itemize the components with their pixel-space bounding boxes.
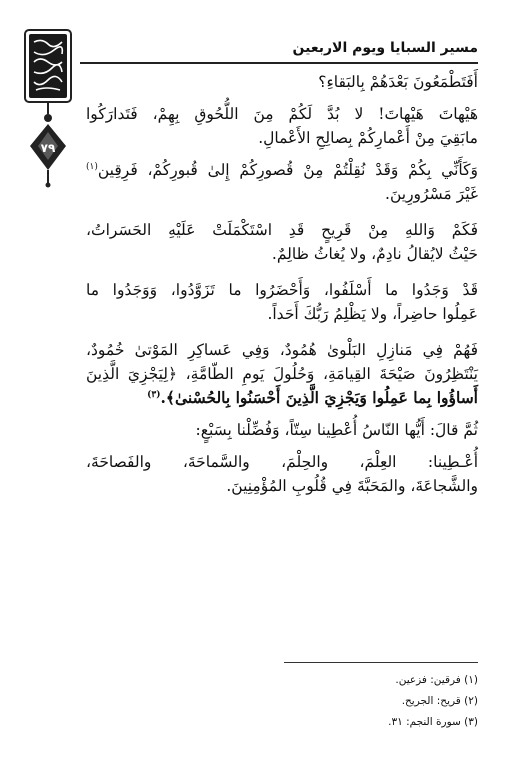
text-line: أُعْـطِينا: العِلْمَ، والحِلْمَ، والسَّماحَةَ، والفَصاحَةَ، <box>86 453 478 471</box>
running-header: مسير السبايا ويوم الاربعين <box>292 40 478 56</box>
paragraph <box>86 70 478 94</box>
paragraph <box>86 450 478 498</box>
text-line: فَكَمْ وَاللهِ مِنْ قَرِيحٍ قَدِ اسْتَكْمَلَتْ عَلَيْهِ الحَسَراتُ، <box>86 221 478 239</box>
footnote: (١) فرقين: فزعين. <box>395 674 478 686</box>
page-number: ٧٩ <box>40 141 56 155</box>
text-line: مابَقِيَ مِنْ أَعْمارِكُمْ بِصالِحِ الأَعْمالِ. <box>258 129 478 147</box>
footnotes <box>200 670 478 733</box>
paragraph <box>86 218 478 266</box>
text-line: أَساؤُوا بِما عَمِلُوا وَيَجْزِيَ الَّذِينَ أَحْسَنُوا بِالحُسْنىٰ﴾.$^{(٣)}$ <box>147 388 478 407</box>
header-rule <box>80 62 478 64</box>
text-line: غَيْرَ مَسْرُورِينَ. <box>385 185 478 203</box>
footnote-mark: (١) <box>86 161 98 172</box>
paragraph <box>86 102 478 150</box>
text-line: هَيْهاتَ هَيْهاتَ! لا بُدَّ لَكُمْ مِنَ اللُّحُوقِ بِهِمْ، فَتَدارَكُوا <box>86 105 478 123</box>
text-line: ثُمَّ قالَ: أَيُّها النّاسُ أُعْطِينا سِتّاً، وَفُضِّلْنا بِسَبْعٍ: <box>195 421 478 439</box>
paragraph <box>86 158 478 206</box>
footnote-rule <box>284 662 478 663</box>
footnote-mark: (٣) <box>147 389 161 400</box>
calligraphy-ornament-icon <box>22 28 74 188</box>
text-line: قَدْ وَجَدُوا ما أَسْلَفُوا، وَأَحْضَرُوا ما تَزَوَّدُوا، وَوَجَدُوا ما <box>86 281 478 299</box>
text-line: يَنْتَظِرُونَ صَيْحَةَ القِيامَةِ، وَحُلُولَ يَومِ الطّامَّةِ، ﴿لِيَجْزِيَ الَّذِينَ <box>86 365 478 383</box>
text-line: فَهُمْ فِي مَنازِلِ البَلْوىٰ هُمُودٌ، وَفِي عَساكِرِ المَوْتىٰ خُمُودٌ، <box>86 341 478 359</box>
footnote: (٢) قريح: الجريح. <box>401 695 478 707</box>
text-line: والشَّجاعَةَ، والمَحَبَّةَ فِي قُلُوبِ المُؤْمِنِينَ. <box>226 477 478 495</box>
body-text <box>86 70 478 498</box>
footnote: (٣) سورة النجم: ٣١. <box>388 716 478 728</box>
text-line: حَيْثُ لايُقالُ نادِمٌ، ولا يُغاثُ ظالِمٌ. <box>271 245 478 263</box>
paragraph <box>86 338 478 410</box>
paragraph <box>86 278 478 326</box>
text-line: أَفَتَطْمَعُونَ بَعْدَهُمْ بِالبَقاءِ؟ <box>318 73 478 91</box>
text-line: وَكَأَنِّي بِكُمْ وَقَدْ نُقِلْتُمْ مِنْ قُصورِكُمْ إِلىٰ قُبورِكُمْ، فَرِقِين$^{(١)}$ <box>86 161 478 179</box>
paragraph <box>86 418 478 442</box>
text-line: عَمِلُوا حاضِراً، ولا يَظْلِمُ رَبُّكَ أَحَداً. <box>267 305 478 323</box>
